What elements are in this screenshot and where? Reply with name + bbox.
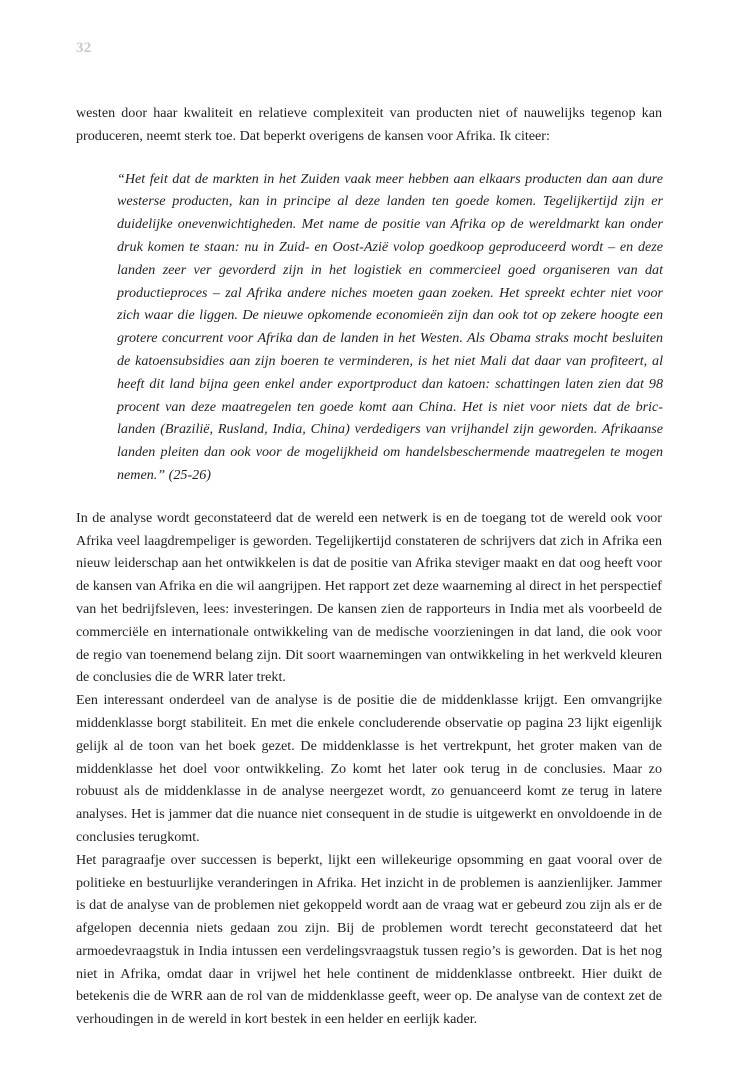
body-text [76, 102, 662, 1031]
block-quote: “Het feit dat de markten in het Zuiden vaak meer hebben aan elkaars producten dan aan dure westerse producten, kan in principe al deze landen ten goede komen. Tegelijkertijd zijn er duidelijke onevenwichtigheden. Met name de positie van Afrika op de wereldmarkt kan onder druk komen te staan: nu in Zuid- en Oost-Azië volop goedkoop geproduceerd wordt – en deze landen zeer ver gevorderd zijn in het logistiek en commercieel goed organiseren van dat productieproces – zal Afrika andere niches moeten gaan zoeken. Het spreekt echter niet voor zich waar die liggen. De nieuwe opkomende economieën zijn dan ook tot op zekere hoogte een grotere concurrent voor Afrika dan de landen in het Westen. Als Obama straks mocht besluiten de katoensubsidies aan zijn boeren te verminderen, is het niet Mali dat daar van profiteert, al heeft dit land bijna geen enkel ander exportproduct dan katoen: schattingen laten zien dat 98 procent van deze maatregelen ten goede komt aan China. Het is niet voor niets dat de bric-landen (Brazilië, Rusland, India, China) verdedigers van vrijhandel zijn geworden. Afrikaanse landen pleiten dan ook voor de mogelijkheid om handelsbeschermende maatregelen te mogen nemen.” (25-26) [117, 170, 663, 483]
paragraph-intro-continuation: westen door haar kwaliteit en relatieve complexiteit van producten niet of nauwelijks tegenop kan produceren, neemt sterk toe. Dat beperkt overigens de kansen voor Afrika. Ik citeer: [76, 105, 662, 144]
paragraph-analysis-network: In de analyse wordt geconstateerd dat de wereld een netwerk is en de toegang tot de wereld ook voor Afrika veel laagdrempeliger is geworden. Tegelijkertijd constateren de schrijvers dat zich in Afrika een nieuw leiderschap aan het ontwikkelen is dat de positie van Afrika steviger maakt en dat oog heeft voor de kansen van Afrika en die wil aangrijpen. Het rapport zet deze waarneming al direct in het perspectief van het bedrijfsleven, lees: investeringen. De kansen zien de rapporteurs in India met als voorbeeld de commerciële en internationale ontwikkeling van de medische voorzieningen in dat land, die ook voor de regio van toenemend belang zijn. Dit soort waarnemingen van ontwikkeling in het werkveld kleuren de conclusies die de WRR later trekt. [76, 509, 662, 686]
paragraph-middle-class: Een interessant onderdeel van de analyse is de positie die de middenklasse krijgt. Een omvangrijke middenklasse borgt stabiliteit. En met die enkele concluderende observatie op pagina 23 lijkt eigenlijk gelijk al de toon van het boek gezet. De middenklasse is het vertrekpunt, het groter maken van de middenklasse het doel voor ontwikkeling. Zo komt het later ook terug in de conclusies. Maar zo robuust als de middenklasse in de analyse neergezet wordt, zo genuanceerd komt ze terug in latere analyses. Het is jammer dat die nuance niet consequent in de studie is uitgewerkt en onvoldoende in de conclusies terugkomt. [76, 692, 662, 845]
paragraph-successes-problems: Het paragraafje over successen is beperkt, lijkt een willekeurige opsomming en gaat vooral over de politieke en bestuurlijke veranderingen in Afrika. Het inzicht in de problemen is aanzienlijker. Jammer is dat de analyse van de problemen niet gekoppeld wordt aan de vraag wat er gebeurd zou zijn als er de afgelopen decennia niets gedaan zou zijn. Bij de problemen wordt terecht geconstateerd dat het armoedevraagstuk in India intussen een verdelingsvraagstuk tussen regio’s is geworden. Dat is het nog niet in Afrika, omdat daar in vrijwel het hele continent de middenklasse ontbreekt. Hier duikt de betekenis die de WRR aan de rol van de middenklasse geeft, weer op. De analyse van de context zet de verhoudingen in de wereld in kort bestek in een helder en eerlijk kader. [76, 851, 662, 1028]
page-number: 32 [76, 40, 92, 56]
